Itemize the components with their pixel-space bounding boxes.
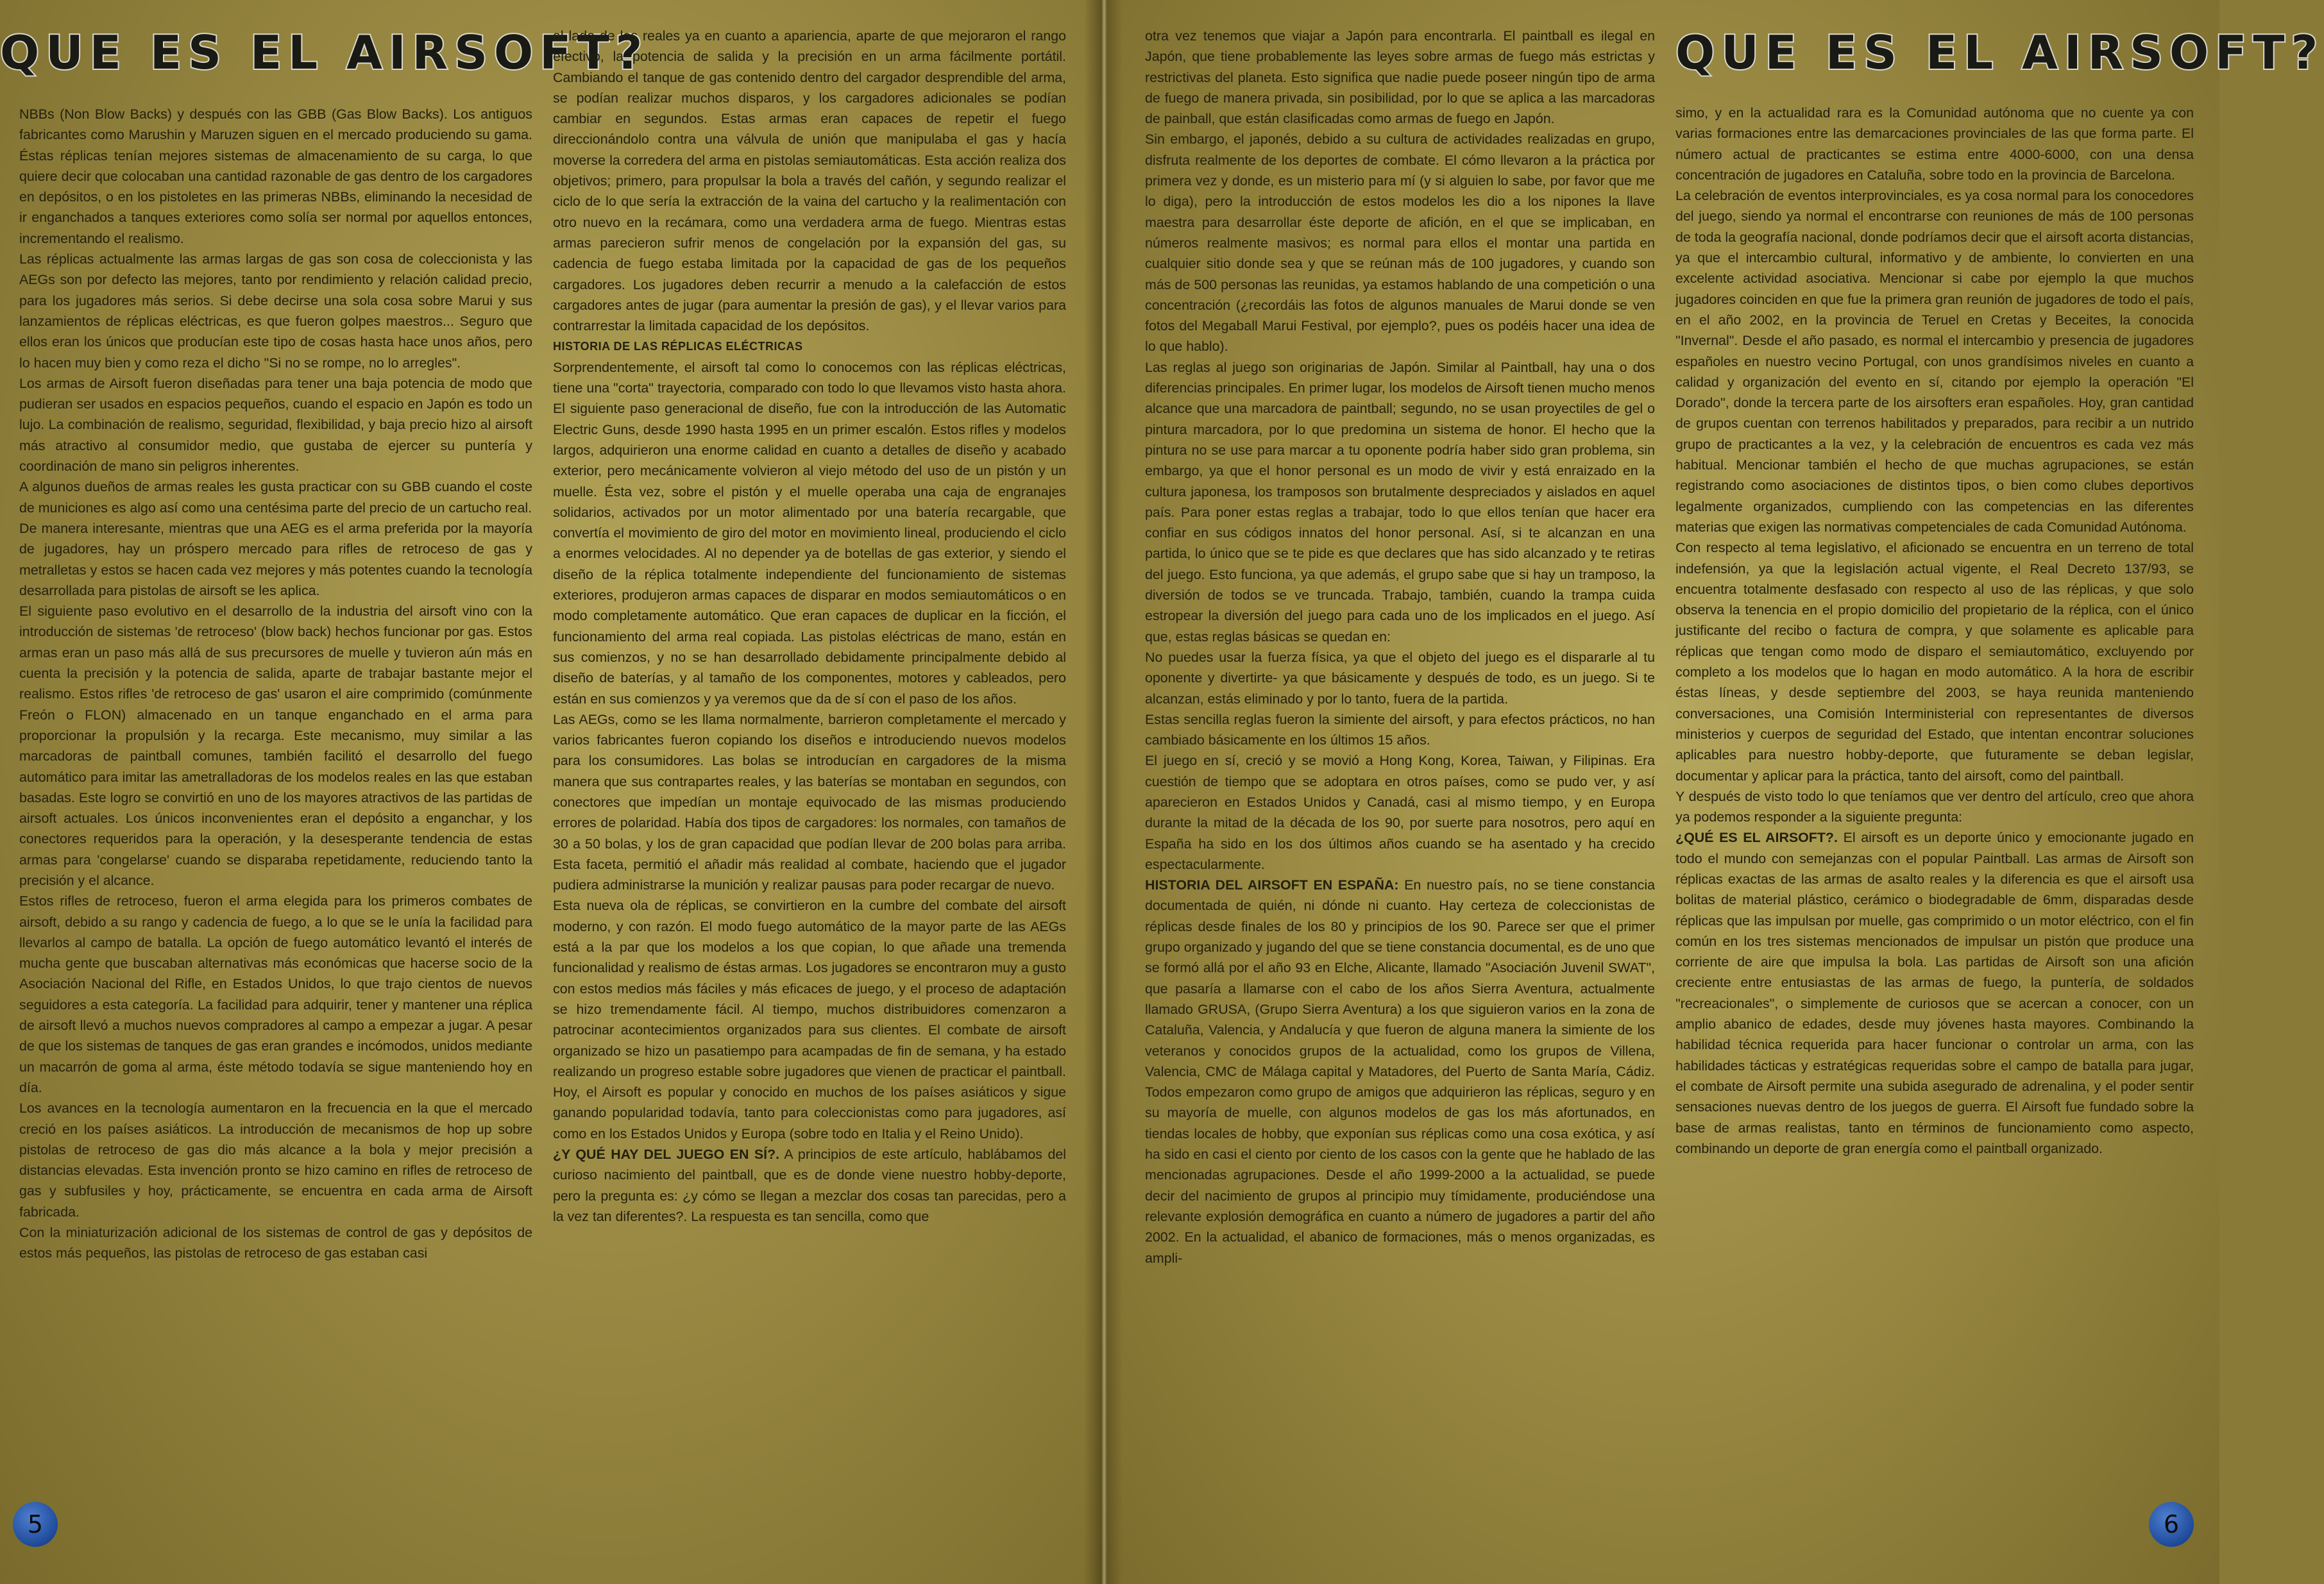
paragraph: De manera interesante, mientras que una AEG es el arma preferida por la mayoría de jugadores, hay un próspero mercado para rifles de retroceso de gas y metralletas y estos se hacen cada vez mejores y más potentes cuando la tecnología desarrollada para pistolas de airsoft se les aplica.	[19, 520, 532, 598]
paragraph-text: A principios de este artículo, hablábamos del curioso nacimiento del paintball, que es de donde viene nuestro hobby-deporte, pero la pregunta es: ¿y cómo se llegan a mezclar dos cosas tan parecidas, pero a la vez tan diferentes?. La respuesta es tan sencilla, como que	[553, 1147, 1066, 1224]
paragraph: A algunos dueños de armas reales les gusta practicar con su GBB cuando el coste de municiones es algo así como una centésima parte del precio de un cartucho real.	[19, 479, 532, 516]
paragraph	[1675, 827, 2194, 1159]
paragraph: Sorprendentemente, el airsoft tal como lo conocemos con las réplicas eléctricas, tiene una "corta" trayectoria, comparado con todo lo que llevamos visto hasta ahora. El siguiente paso generacional de diseño, fue con la introducción de las Automatic Electric Guns, desde 1990 hasta 1995 en un primer escalón. Estos rifles y modelos largos, adquirieron una enorme calidad en cuanto a detalles de diseño y acabado exterior, pero mecánicamente volvieron al viejo método del uso de un pistón y un muelle. Ésta vez, sobre el pistón y el muelle operaba una caja de engranajes solidarios, activados por un motor alimentado por una batería recargable, que convertía el movimiento de giro del motor en movimiento lineal, produciendo el ciclo a enormes velocidades. Al no depender ya de botellas de gas exterior, y siendo el diseño de la réplica totalmente independiente del funcionamiento de sistemas exteriores, produjeron armas capaces de disparar en modos semiautomáticos o en modo completamente automático. Que eran capaces de duplicar en la ficción, el funcionamiento del arma real copiada. Las pistolas eléctricas de mano, están en sus comienzos, y no se han desarrollado debidamente principalmente debido al diseño de baterías, y al tamaño de los componentes, motores y cableados, pero están en sus comienzos y ya veremos que da de sí con el paso de los años.	[553, 359, 1066, 707]
paragraph: La celebración de eventos interprovinciales, es ya cosa normal para los conocedores del juego, siendo ya normal el encontrarse con reuniones de más de 100 personas de toda la geografía nacional, donde podríamos decir que el airsoft acorta distancias, ya que el intercambio cultural, informativo y de ambiente, lo convierten en una excelente actividad asociativa. Mencionar si cabe por ejemplo la que muchos jugadores coinciden en que fue la primera gran reunión de jugadores de todo el país, en el año 2002, en la provincia de Teruel en Cretas y Beceites, la conocida "Invernal". Desde el año pasado, es normal el intercambio y presencia de jugadores españoles en nuestro vecino Portugal, con unos grandísimos niveles en cuanto a calidad y organización del evento en sí, citando por ejemplo la operación "El Dorado", donde la tercera parte de los airsofters eran españoles. Hoy, gran cantidad de grupos cuentan con terrenos habilitados y preparados, para recibir a un nutrido grupo de practicantes a la vez, y la celebración de encuentros es cada vez más habitual. Mencionar también el hecho de que muchas agrupaciones, se están registrando como asociaciones de distintos tipos, o bien como clubes deportivos legalmente organizados, cumpliendo con las competencias en las diferentes materias que exigen las normativas competenciales de cada Comunidad Autónoma.	[1675, 188, 2194, 535]
paragraph: Y después de visto todo lo que teníamos que ver dentro del artículo, creo que ahora ya podemos responder a la siguiente pregunta:	[1675, 788, 2194, 825]
paragraph: El juego en sí, creció y se movió a Hong Kong, Korea, Taiwan, y Filipinas. Era cuestión de tiempo que se adoptara en otros países, como se pudo ver, y así aparecieron en Estados Unidos y Canadá, casi al mismo tiempo, y en Europa durante la mitad de la década de los 90, por suerte para nosotros, pero aquí en España ha sido en los dos últimos años cuando se ha asentado y ha crecido espectacularmente.	[1145, 753, 1655, 872]
section-heading: HISTORIA DE LAS RÉPLICAS ELÉCTRICAS	[553, 340, 803, 353]
page-number: 5	[27, 1510, 44, 1538]
right-column-1	[1145, 26, 1655, 1268]
paragraph: Las AEGs, como se les llama normalmente, barrieron completamente el mercado y varios fabricantes fueron copiando los diseños e introduciendo nuevos modelos para los consumidores. Las bolas se introducían en cargadores de la misma manera que sus contrapartes reales, y las baterías se montaban en segundos, con conectores que impedían un montaje equivocado de las mismas produciendo errores de polaridad. Había dos tipos de cargadores: los normales, con tamaños de 30 a 50 bolas, y los de gran capacidad que podían llevar de 200 bolas para arriba. Esta faceta, permitió el añadir más realidad al combate, haciendo que el jugador pudiera administrarse la munición y realizar pausas para poder recargar de nuevo.	[553, 711, 1066, 893]
paragraph: Sin embargo, el japonés, debido a su cultura de actividades realizadas en grupo, disfruta realmente de los deportes de combate. El cómo llevaron a la práctica por primera vez y donde, es un misterio para mí (y si alguien lo sabe, por favor que me lo diga), pero la introducción de estos modelos les dio a los nipones la llave maestra para desarrollar éste deporte de afición, en el que se implicaban, en números realmente masivos; es normal para ellos el montar una partida en cualquier sitio donde sea y que se reúnan más de 100 jugadores, y cuando son más de 500 personas las reunidas, ya estamos hablando de una competición o una concentración (¿recordáis las fotos de algunos manuales de Marui donde se ven fotos del Megaball Marui Festival, por ejemplo?, pues os podéis hacer una idea de lo que hablo).	[1145, 131, 1655, 355]
paragraph: No puedes usar la fuerza física, ya que el objeto del juego es el dispararle al tu oponente y divertirte- ya que básicamente y después de todo, es un juego. Si te alcanzan, estás eliminado y por lo tanto, fuera de la partida.	[1145, 649, 1655, 707]
inline-heading: ¿Y QUÉ HAY DEL JUEGO EN SÍ?.	[553, 1147, 780, 1163]
inline-heading: HISTORIA DEL AIRSOFT EN ESPAÑA:	[1145, 877, 1399, 893]
left-page-header: QUE ES EL AIRSOFT?	[0, 26, 649, 80]
right-page	[1102, 0, 2324, 1584]
book-spine	[1084, 0, 1123, 1584]
paragraph: al lado de las reales ya en cuanto a apariencia, aparte de que mejoraron el rango efectivo, la potencia de salida y la precisión en un arma fácilmente portátil. Cambiando el tanque de gas contenido dentro del cargador desprendible del arma, se podían realizar muchos disparos, y los cargadores adicionales se podían cambiar en segundos. Estas armas eran capaces de repetir el fuego direccionándolo contra una válvula de unión que manipulaba el gas y hacía moverse la corredera del arma en pistolas semiautomáticas. Esta acción realiza dos objetivos; primero, para propulsar la bola a través del cañón, y segundo realizar el ciclo de lo que sería la extracción de la vaina del cartucho y la realimentación con otro nuevo en la recámara, como una verdadera arma de fuego. Mientras estas armas parecieron sufrir menos de congelación por la expansión del gas, su cadencia de fuego estaba limitada por la capacidad de gas de los pequeños cargadores. Los jugadores deben recurrir a menudo a la calefacción de estos cargadores antes de jugar (para aumentar la presión de gas), y el llevar varios para contrarrestar la limitada capacidad de los depósitos.	[553, 28, 1066, 334]
inline-heading: ¿QUÉ ES EL AIRSOFT?.	[1675, 830, 1838, 846]
paragraph: Estas sencilla reglas fueron la simiente del airsoft, y para efectos prácticos, no han cambiado básicamente en los últimos 15 años.	[1145, 711, 1655, 748]
paragraph: NBBs (Non Blow Backs) y después con las GBB (Gas Blow Backs). Los antiguos fabricantes como Marushin y Maruzen siguen en el mercado produciendo su gama. Éstas réplicas tenían mejores sistemas de almacenamiento de su carga, lo que quiere decir que colocaban una cantidad razonable de gas dentro de los cargadores en depósitos, o en los pistoletes en las primeras NBBs, eliminando la necesidad de ir enganchados a tanques exteriores como solía ser normal por aquellos entonces, incrementando el realismo.	[19, 106, 532, 246]
paragraph	[1145, 875, 1655, 1268]
paragraph: Las reglas al juego son originarias de Japón. Similar al Paintball, hay una o dos diferencias principales. En primer lugar, los modelos de Airsoft tienen mucho menos alcance que una marcadora de paintball; segundo, no se usan proyectiles de gel o pintura marcadora, por lo que predomina un sistema de honor. El hecho que la pintura no se use para marcar a tu oponente podría haber sido gran problema, sin embargo, ya que el honor personal es un modo de vivir y está enraizado en la cultura japonesa, los tramposos son brutalmente despreciados y aislados en aquel país. Para poner estas reglas a trabajar, todo lo que ellos tenían que hacer era confiar en sus códigos innatos del honor personal. Así, si te alcanzan en una partida, lo único que se te pide es que declares que has sido alcanzado y te retiras del juego. Esto funciona, ya que además, el grupo sabe que si hay un tramposo, la diversión de todos se ve truncada. Trabajo, también, cuando la trampa cuida estropear la diversión del juego para cada uno de los implicados en el juego. Así que, estas reglas básicas se quedan en:	[1145, 359, 1655, 645]
paragraph: Las réplicas actualmente las armas largas de gas son cosa de coleccionista y las AEGs son por defecto las mejores, tanto por rendimiento y relación calidad precio, para los jugadores más serios. Si debe decirse una sola cosa sobre Marui y sus lanzamientos de réplicas eléctricas, es que fueron golpes maestros... Seguro que ellos eran los únicos que producían este tipo de cosas hasta hace unos años, pero lo hacen muy bien y como reza el dicho "Si no se rompe, no lo arregles".	[19, 251, 532, 371]
paragraph: simo, y en la actualidad rara es la Comunidad autónoma que no cuente ya con varias formaciones entre las demarcaciones provinciales de las que forma parte. El número actual de practicantes se estima entre 4000-6000, con una densa concentración de jugadores en Cataluña, sobre todo en la provincia de Barcelona.	[1675, 105, 2194, 183]
page-number: 6	[2163, 1510, 2180, 1538]
paragraph	[553, 1144, 1066, 1227]
right-page-header: QUE ES EL AIRSOFT?	[1675, 26, 2324, 80]
page-number-badge	[13, 1502, 58, 1547]
paragraph: Con la miniaturización adicional de los sistemas de control de gas y depósitos de estos más pequeños, las pistolas de retroceso de gas estaban casi	[19, 1225, 532, 1261]
paragraph-text: El airsoft es un deporte único y emocionante jugado en todo el mundo con semejanzas con el popular Paintball. Las armas de Airsoft son réplicas exactas de las armas de asalto reales y la diferencia es que el airsoft usa bolitas de material plástico, cerámico o biodegradable de 6mm, disparadas desde réplicas que las impulsan por muelle, gas comprimido o un motor eléctrico, con el fin común en los tres sistemas mencionados de impulsar un pistón que produce una corriente de aire que impulsa la bola. Las partidas de Airsoft son una afición creciente entre entusiastas de las armas de fuego, la puntería, de soldados "recreacionales", o simplemente de curiosos que se acercan a conocer, con un amplio abanico de edades, desde muy jóvenes hasta mayores. Combinando la habilidad técnica requerida para hacer funcionar o controlar un arma, con las habilidades tácticas y estratégicas requeridas sobre el campo de batalla para jugar, el combate de Airsoft permite una subida asegurado de adrenalina, y el poder sentir sensaciones nuevas dentro de los juegos de guerra. El Airsoft fue fundado sobre la base de armas realistas, tanto en términos de funcionamiento como aspecto, combinando un deporte de gran energía como el paintball organizado.	[1675, 830, 2194, 1156]
paragraph: Los armas de Airsoft fueron diseñadas para tener una baja potencia de modo que pudieran ser usados en espacios pequeños, cuando el espacio en Japón es todo un lujo. La combinación de realismo, seguridad, flexibilidad, y baja precio hizo al airsoft más atractivo al consumidor medio, que gustaba de ejercer su puntería y coordinación de mano sin peligros inherentes.	[19, 375, 532, 475]
paragraph: otra vez tenemos que viajar a Japón para encontrarla. El paintball es ilegal en Japón, que tiene probablemente las leyes sobre armas de fuego más estrictas y restrictivas del planeta. Esto significa que nadie puede poseer ningún tipo de arma de fuego de manera privada, sin posibilidad, por lo que se aplica a las marcadoras de painball, que están clasificadas como armas de fuego en Japón.	[1145, 28, 1655, 127]
left-column-2	[553, 26, 1066, 1227]
paragraph: El siguiente paso evolutivo en el desarrollo de la industria del airsoft vino con la introducción de sistemas 'de retroceso' (blow back) hechos funcionar por gas. Estos armas eran un paso más allá de sus precursores de muelle y tuvieron aún más en cuenta la precisión y la potencia de salida, aparte de trabajar bastante mejor el realismo. Estos rifles 'de retroceso de gas' usaron el aire comprimido (comúnmente Freón o FLON) almacenado en un tanque enganchado en el arma para proporcionar la propulsión y la recarga. Este mecanismo, muy similar a las marcadoras de paintball comunes, también facilitó el desarrollo del fuego automático para imitar las ametralladoras de los modelos reales en las que estaban basadas. Este logro se convirtió en uno de los mayores atractivos de las partidas de airsoft actuales. Los únicos inconvenientes eran el depósito a enganchar, y los conectores requeridos para la operación, y la desesperante tendencia de estas armas para 'congelarse' cuando se disparaba repetidamente, reduciendo tanto la precisión y el alcance.	[19, 603, 532, 888]
paragraph: Estos rifles de retroceso, fueron el arma elegida para los primeros combates de airsoft, debido a su rango y cadencia de fuego, a lo que se le unía la facilidad para llevarlos al campo de batalla. La opción de fuego automático levantó el interés de mucha gente que buscaban alternativas más económicas que hacerse socio de la Asociación Nacional del Rifle, en Estados Unidos, lo que trajo cientos de nuevos seguidores a esta categoría. La facilidad para adquirir, tener y mantener una réplica de airsoft llevó a muchos nuevos compradores al campo a empezar a jugar. A pesar de que los sistemas de tanques de gas eran grandes e incómodos, unidos mediante un macarrón de goma al arma, éste método todavía se sigue manteniendo hoy en día.	[19, 893, 532, 1095]
paragraph: Esta nueva ola de réplicas, se convirtieron en la cumbre del combate del airsoft moderno, y con razón. El modo fuego automático de la mayor parte de las AEGs está a la par que los modelos a los que copian, lo que añade una tremenda funcionalidad y realismo de éstas armas. Los jugadores se encontraron muy a gusto con estos medios más fáciles y más eficaces de juego, y el proceso de adaptación se hizo tremendamente fácil. Al tiempo, muchos distribuidores comenzaron a patrocinar acontecimientos organizados para sus clientes. El combate de airsoft organizado se hizo un pasatiempo para acampadas de fin de semana, y ha estado realizando un progreso estable sobre jugadores que vienen de practicar el paintball. Hoy, el Airsoft es popular y conocido en muchos de los países asiáticos y sigue ganando popularidad todavía, tanto para coleccionistas como para jugadores, así como en los Estados Unidos y Europa (sobre todo en Italia y el Reino Unido).	[553, 898, 1066, 1142]
page-number-badge	[2149, 1502, 2194, 1547]
paragraph: Los avances en la tecnología aumentaron en la frecuencia en la que el mercado creció en los países asiáticos. La introducción de mecanismos de hop up sobre pistolas de retroceso de gas dio más alcance a la bola y mejor precisión a distancias elevadas. Esta invención pronto se hizo camino en rifles de retroceso de gas y subfusiles y hoy, prácticamente, se encuentra en cada arma de Airsoft fabricada.	[19, 1100, 532, 1220]
left-column-1	[19, 104, 532, 1264]
paragraph-text: En nuestro país, no se tiene constancia documentada de quién, ni dónde ni cuanto. Hay certeza de coleccionistas de réplicas desde finales de los 80 y principios de los 90. Parece ser que el primer grupo organizado y jugando del que se tiene constancia documental, es de uno que se formó allá por el año 93 en Elche, Alicante, llamado "Asociación Juvenil SWAT", que pasaría a llamarse con el cabo de los años Sierra Aventura, actualmente llamado GRUSA, (Grupo Sierra Aventura) a los que siguieron varios en la zona de Cataluña, Valencia, y Andalucía y que fueron de alguna manera la simiente de los veteranos y conocidos grupos de la actualidad, como los grupos de Villena, Valencia, CMC de Málaga capital y Matadores, del Puerto de Santa María, Cádiz. Todos empezaron como grupo de amigos que adquirieron las réplicas, seguro y en su mayoría de muelle, con algunos modelos de gas los más afortunados, en tiendas locales de hobby, que exponían sus réplicas como una cosa exótica, y así ha sido en casi el ciento por ciento de los casos con la gente que he hablado de las mencionadas agrupaciones. Desde el año 1999-2000 a la actualidad, se puede decir del nacimiento de grupos al principio muy tímidamente, produciéndose una relevante explosión demográfica en cuanto a número de jugadores a partir del año 2002. En la actualidad, el abanico de formaciones, más o menos organizadas, es ampli-	[1145, 877, 1655, 1266]
right-column-2	[1675, 103, 2194, 1159]
paragraph: Con respecto al tema legislativo, el aficionado se encuentra en un terreno de total indefensión, ya que la legislación actual vigente, el Real Decreto 137/93, se encuentra totalmente desfasado con respecto al uso de las réplicas, y que solo observa la tenencia en el propio domicilio del propietario de la réplica, con el único justificante del recibo o factura de compra, y que solamente es aplicable para réplicas que tengan como modo de disparo el semiautomático, excluyendo por completo a los modelos que lo hagan en modo automático. A la hora de escribir éstas líneas, y desde septiembre del 2003, se haya reunida manteniendo conversaciones, una Comisión Interministerial con representantes de diversos ministerios y cuerpos de seguridad del Estado, que intentan encontrar soluciones aplicables para nuestro hobby-deporte, que futuramente se deban legislar, documentar y aplicar para la práctica, tanto del airsoft, como del paintball.	[1675, 540, 2194, 784]
left-page	[0, 0, 1102, 1584]
